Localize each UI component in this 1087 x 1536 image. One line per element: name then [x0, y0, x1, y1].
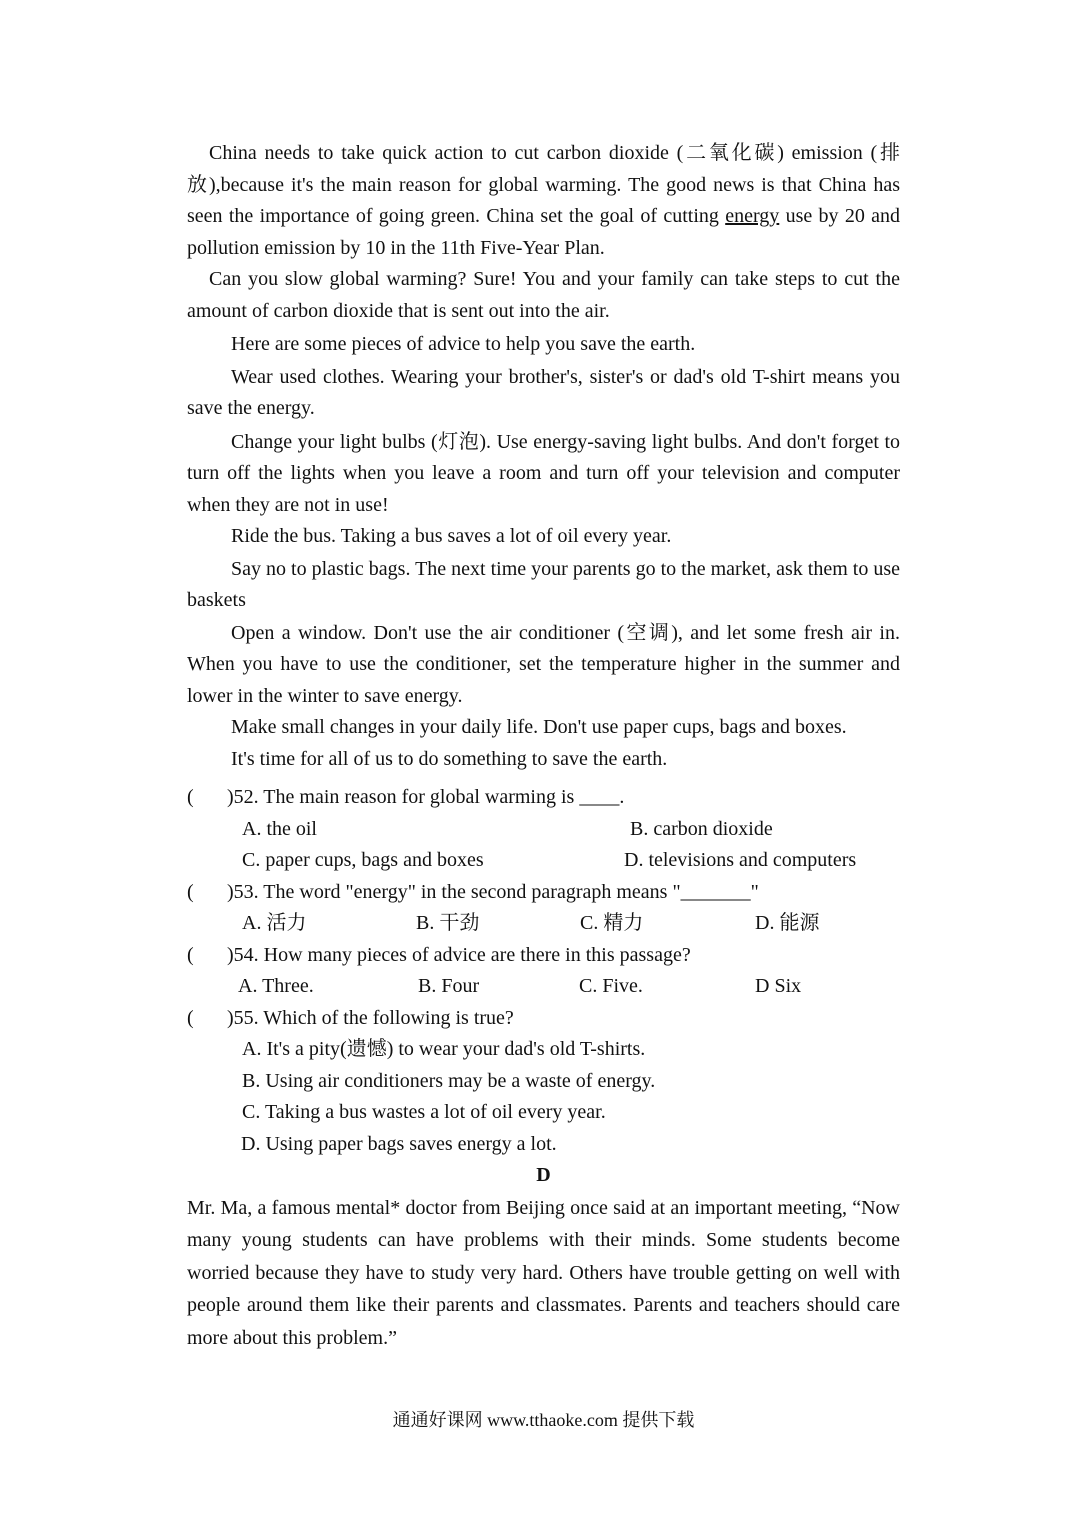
- question-55: [187, 1003, 900, 1161]
- option-b: B. carbon dioxide: [630, 817, 773, 840]
- question-52: [187, 782, 900, 877]
- option-d: D. televisions and computers: [624, 849, 857, 871]
- section-d-heading: D: [536, 1164, 551, 1186]
- option-c: C. Five.: [579, 975, 643, 997]
- question-54: [187, 940, 900, 1003]
- reading-passage-page: [187, 138, 900, 1354]
- option-a: A. the oil: [242, 817, 317, 840]
- passage-paragraph-1: [187, 138, 900, 264]
- option-c: C. paper cups, bags and boxes: [242, 849, 484, 871]
- option-d: D. 能源: [755, 912, 820, 934]
- question-52-options-row-2: [187, 845, 900, 877]
- page-footer: 通通好课网 www.tthaoke.com 提供下载: [392, 1410, 695, 1430]
- option-c: C. 精力: [580, 912, 644, 934]
- p1-text-post: use by 20 and pollution emission by 10 in the 11th Five-Year Plan.: [187, 205, 900, 259]
- p1-underlined-word: energy: [725, 205, 780, 227]
- question-52-options-row-1: [187, 814, 900, 846]
- passage-paragraph-10: It's time for all of us to do something to save the earth.: [231, 747, 668, 770]
- question-53: [187, 877, 900, 940]
- option-a: A. Three.: [238, 975, 314, 997]
- passage-paragraph-7: Say no to plastic bags. The next time your parents go to the market, ask them to use baskets: [187, 557, 900, 611]
- question-53-options: [187, 908, 900, 940]
- passage-paragraph-3: Here are some pieces of advice to help you save the earth.: [231, 333, 696, 355]
- option-b: B. 干劲: [416, 912, 480, 934]
- passage-paragraph-5: Change your light bulbs (灯泡). Use energy-saving light bulbs. And don't forget to turn off the lights when you leave a room and turn off your television and computer when they are not in use!: [187, 430, 900, 516]
- option-c: C. Taking a bus wastes a lot of oil every year.: [242, 1101, 606, 1123]
- question-52-text: )52. The main reason for global warming is ____.: [227, 786, 625, 808]
- option-a: A. 活力: [242, 912, 307, 934]
- passage-paragraph-8: Open a window. Don't use the air conditioner (空调), and let some fresh air in. When you have to use the conditioner, set the temperature higher in the summer and lower in the winter to save energy.: [187, 621, 900, 707]
- answer-paren: (: [187, 786, 194, 808]
- section-d-paragraph: Mr. Ma, a famous mental* doctor from Beijing once said at an important meeting, “Now many young students can have problems with their minds. Some students become worried because they have to study very hard. Others have trouble getting on well with people around them like their parents and classmates. Parents and teachers should care more about this problem.”: [187, 1196, 900, 1349]
- question-53-text: )53. The word "energy" in the second paragraph means "_______": [227, 880, 759, 903]
- passage-paragraph-2: Can you slow global warming? Sure! You and your family can take steps to cut the amount of carbon dioxide that is sent out into the air.: [187, 268, 900, 322]
- question-54-options: [187, 971, 900, 1003]
- passage-paragraph-4: Wear used clothes. Wearing your brother's, sister's or dad's old T-shirt means you save the energy.: [187, 365, 900, 419]
- answer-paren: (: [187, 943, 194, 966]
- question-55-text: )55. Which of the following is true?: [227, 1006, 514, 1029]
- option-a: A. It's a pity(遗憾) to wear your dad's old T-shirts.: [242, 1038, 646, 1060]
- passage-paragraph-9: Make small changes in your daily life. Don't use paper cups, bags and boxes.: [231, 716, 847, 738]
- option-b: B. Using air conditioners may be a waste of energy.: [242, 1069, 656, 1092]
- option-b: B. Four: [418, 975, 480, 997]
- answer-paren: (: [187, 1006, 194, 1029]
- option-d: D Six: [755, 975, 802, 997]
- question-54-text: )54. How many pieces of advice are there in this passage?: [227, 943, 691, 966]
- p1-text-pre: China needs to take quick action to cut carbon dioxide (二氧化碳) emission (排放),because it's the main reason for global warming. The good news is that China has seen the importance of going green. China set the goal of cutting: [187, 142, 900, 227]
- option-d: D. Using paper bags saves energy a lot.: [241, 1132, 557, 1155]
- passage-paragraph-6: Ride the bus. Taking a bus saves a lot of oil every year.: [231, 525, 672, 547]
- answer-paren: (: [187, 880, 194, 903]
